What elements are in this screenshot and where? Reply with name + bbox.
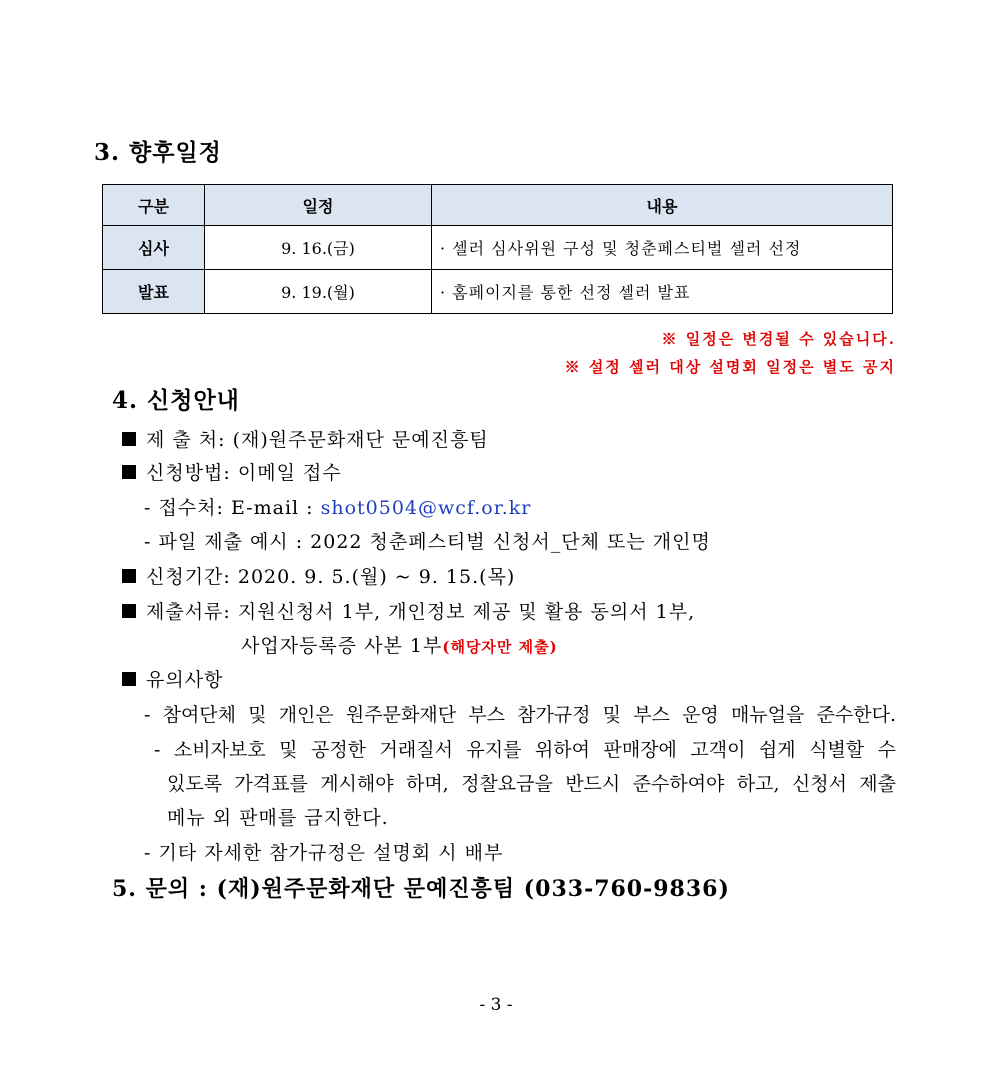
schedule-change-note: ※ 일정은 변경될 수 있습니다. bbox=[661, 330, 896, 348]
method-text: 신청방법: 이메일 접수 bbox=[146, 462, 342, 484]
section-4-title: 4. 신청안내 bbox=[112, 387, 240, 414]
header-date: 일정 bbox=[205, 185, 432, 226]
method-item bbox=[122, 458, 342, 485]
row-description: · 셀러 심사위원 구성 및 청춘페스티벌 셀러 선정 bbox=[432, 226, 893, 270]
row-category: 발표 bbox=[103, 270, 205, 314]
file-example-item: - 파일 제출 예시 : 2022 청춘페스티벌 신청서_단체 또는 개인명 bbox=[144, 531, 711, 553]
table-row bbox=[103, 270, 893, 314]
period-text: 신청기간: 2020. 9. 5.(월) ~ 9. 15.(목) bbox=[146, 566, 516, 588]
recipient-email-link[interactable]: shot0504@wcf.or.kr bbox=[320, 497, 532, 519]
row-date: 9. 19.(월) bbox=[205, 270, 432, 314]
row-date: 9. 16.(금) bbox=[205, 226, 432, 270]
header-category: 구분 bbox=[103, 185, 205, 226]
row-description: · 홈페이지를 통한 선정 셀러 발표 bbox=[432, 270, 893, 314]
note-2-line-1: - 소비자보호 및 공정한 거래질서 유지를 위하여 판매장에 고객이 쉽게 식별할 수 bbox=[154, 739, 896, 761]
documents-item bbox=[122, 597, 695, 624]
recipient-item bbox=[144, 493, 531, 520]
note-2-line-2: 있도록 가격표를 게시해야 하며, 정찰요금을 반드시 준수하여야 하고, 신청서 제출 bbox=[167, 773, 896, 795]
submit-to-text: 제 출 처: (재)원주문화재단 문예진흥팀 bbox=[146, 429, 489, 451]
documents-line-2 bbox=[241, 631, 558, 658]
period-item bbox=[122, 562, 515, 589]
documents-note: (해당자만 제출) bbox=[442, 638, 558, 656]
table-header-row bbox=[103, 185, 893, 226]
square-bullet-icon bbox=[122, 465, 136, 479]
header-content: 내용 bbox=[432, 185, 893, 226]
note-1: - 참여단체 및 개인은 원주문화재단 부스 참가규정 및 부스 운영 매뉴얼을 준수한다. bbox=[144, 704, 896, 726]
documents-text: 제출서류: 지원신청서 1부, 개인정보 제공 및 활용 동의서 1부, bbox=[146, 601, 696, 623]
row-category: 심사 bbox=[103, 226, 205, 270]
page-number: - 3 - bbox=[479, 995, 513, 1015]
note-2-line-3: 메뉴 외 판매를 금지한다. bbox=[167, 807, 389, 829]
note-3: - 기타 자세한 참가규정은 설명회 시 배부 bbox=[144, 842, 504, 864]
square-bullet-icon bbox=[122, 569, 136, 583]
notes-title-text: 유의사항 bbox=[146, 669, 224, 691]
briefing-notice-note: ※ 설정 셀러 대상 설명회 일정은 별도 공지 bbox=[564, 358, 896, 376]
section-3-title: 3. 향후일정 bbox=[94, 139, 222, 166]
square-bullet-icon bbox=[122, 432, 136, 446]
square-bullet-icon bbox=[122, 604, 136, 618]
table-row bbox=[103, 226, 893, 270]
section-5-title: 5. 문의 : (재)원주문화재단 문예진흥팀 (033-760-9836) bbox=[112, 876, 730, 902]
submit-to-item bbox=[122, 425, 489, 452]
documents-text-2: 사업자등록증 사본 1부 bbox=[241, 635, 443, 657]
recipient-label: - 접수처: E-mail : bbox=[144, 497, 321, 519]
notes-title-item bbox=[122, 665, 223, 692]
square-bullet-icon bbox=[122, 672, 136, 686]
schedule-table bbox=[102, 184, 893, 314]
